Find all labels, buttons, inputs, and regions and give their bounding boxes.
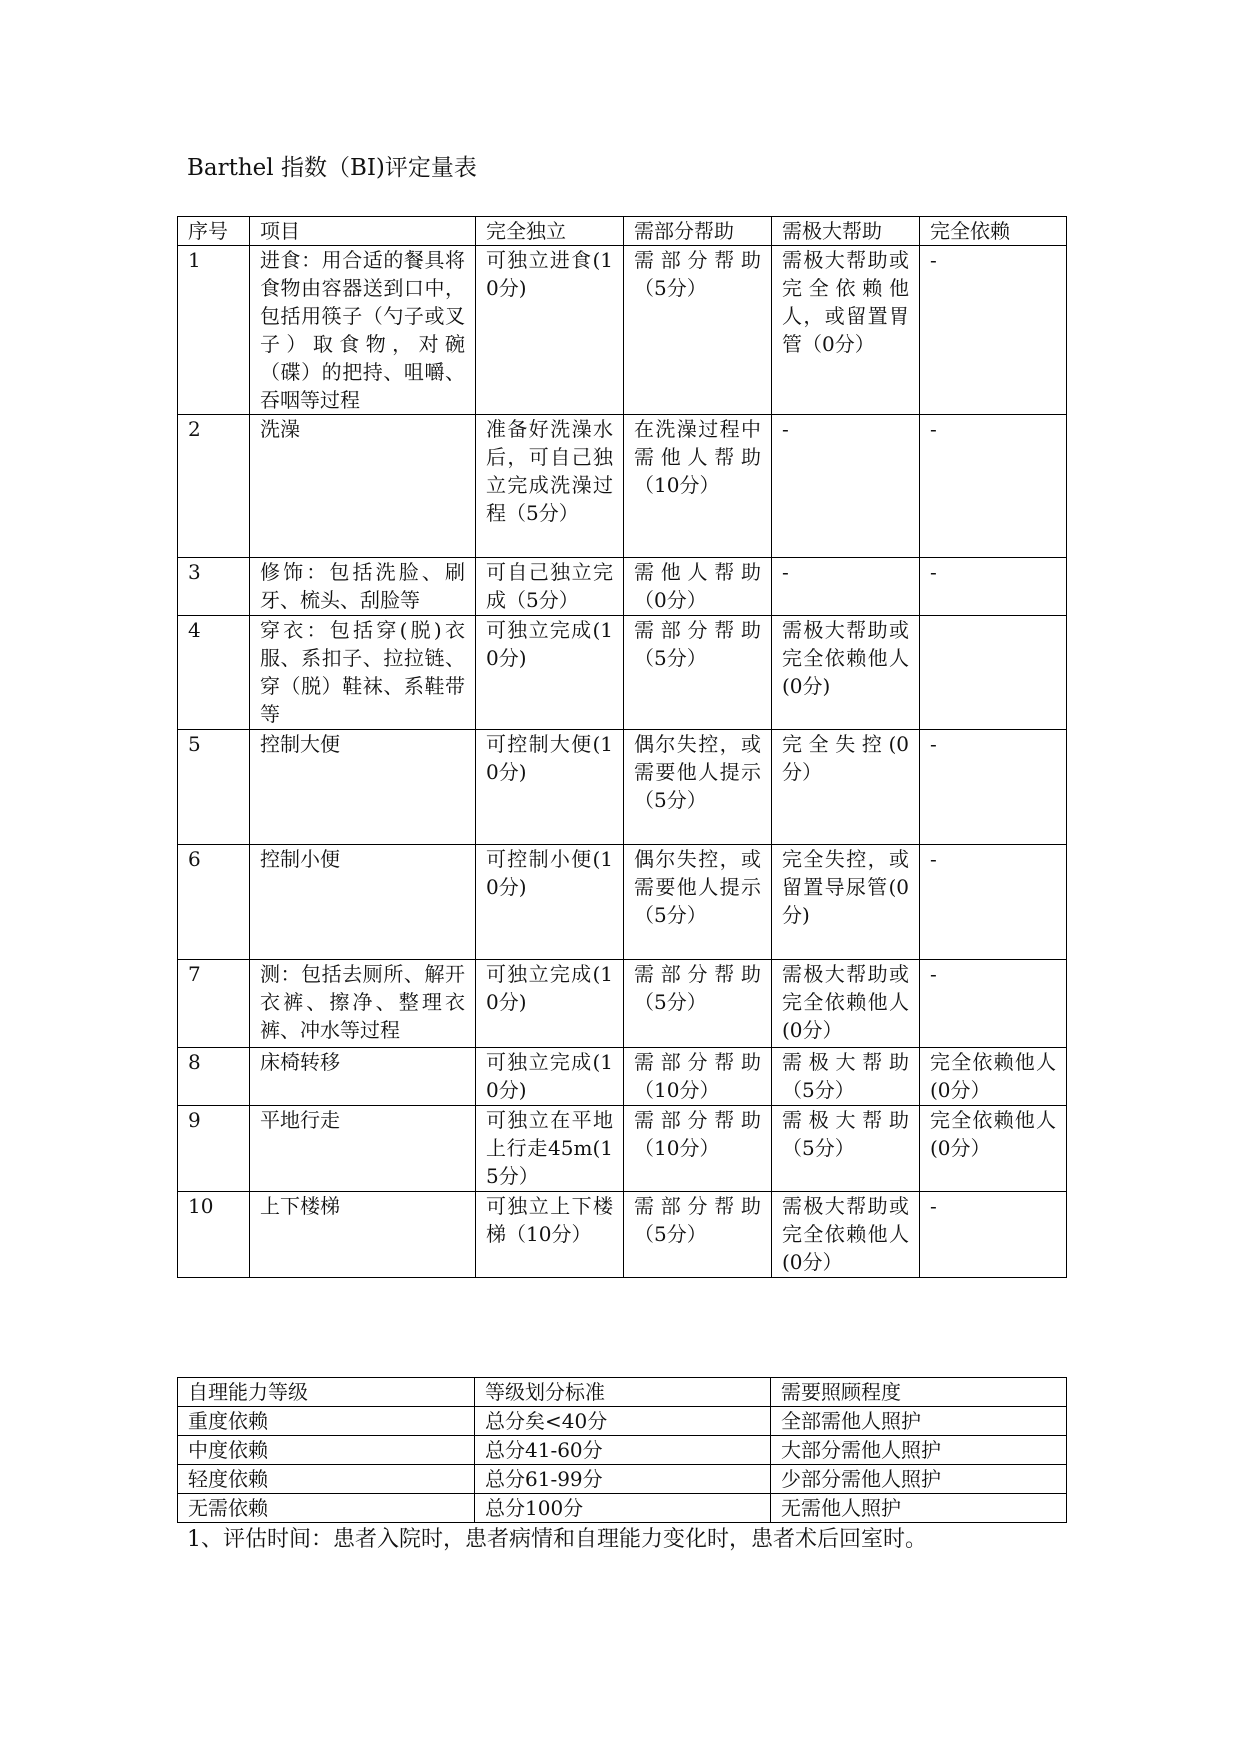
table-row bbox=[178, 1192, 1067, 1278]
table-row bbox=[178, 246, 1067, 415]
row-great-help: 需极大帮助（5分） bbox=[772, 1048, 920, 1106]
row-great-help: 需极大帮助或完全依赖他人(0分） bbox=[772, 960, 920, 1048]
row-great-help: 完全失控(0分） bbox=[772, 730, 920, 845]
row-independent: 可独立上下楼梯（10分） bbox=[476, 1192, 624, 1278]
row-no: 6 bbox=[178, 845, 250, 960]
row-item: 进食：用合适的餐具将食物由容器送到口中，包括用筷子（勺子或叉子）取食物，对碗（碟）的把持、咀嚼、吞咽等过程 bbox=[250, 246, 476, 415]
grade-level: 中度依赖 bbox=[178, 1436, 475, 1465]
assessment-time-note: 1、评估时间：患者入院时，患者病情和自理能力变化时，患者术后回室时。 bbox=[187, 1527, 927, 1552]
row-partial-help: 需他人帮助（0分） bbox=[624, 558, 772, 616]
row-dependent: - bbox=[920, 845, 1067, 960]
table-row bbox=[178, 1407, 1067, 1436]
row-item: 测：包括去厕所、解开衣裤、擦净、整理衣裤、冲水等过程 bbox=[250, 960, 476, 1048]
row-dependent: - bbox=[920, 415, 1067, 558]
header-care: 需要照顾程度 bbox=[771, 1378, 1067, 1407]
header-item: 项目 bbox=[250, 217, 476, 246]
grade-care: 大部分需他人照护 bbox=[771, 1436, 1067, 1465]
row-partial-help: 需部分帮助（5分） bbox=[624, 960, 772, 1048]
row-great-help: - bbox=[772, 558, 920, 616]
header-dependent: 完全依赖 bbox=[920, 217, 1067, 246]
table-row bbox=[178, 415, 1067, 558]
header-partial-help: 需部分帮助 bbox=[624, 217, 772, 246]
row-no: 7 bbox=[178, 960, 250, 1048]
header-level: 自理能力等级 bbox=[178, 1378, 475, 1407]
row-great-help: 需极大帮助或完全依赖他人(0分) bbox=[772, 616, 920, 730]
table-row bbox=[178, 730, 1067, 845]
header-criteria: 等级划分标准 bbox=[475, 1378, 771, 1407]
table-header-row bbox=[178, 217, 1067, 246]
grade-care: 少部分需他人照护 bbox=[771, 1465, 1067, 1494]
row-item: 控制大便 bbox=[250, 730, 476, 845]
grade-level: 重度依赖 bbox=[178, 1407, 475, 1436]
grade-criteria: 总分41-60分 bbox=[475, 1436, 771, 1465]
row-no: 2 bbox=[178, 415, 250, 558]
table-header-row bbox=[178, 1378, 1067, 1407]
table-row bbox=[178, 1465, 1067, 1494]
row-great-help: 需极大帮助或完全依赖他人(0分） bbox=[772, 1192, 920, 1278]
row-no: 9 bbox=[178, 1106, 250, 1192]
row-partial-help: 需部分帮助（5分） bbox=[624, 1192, 772, 1278]
row-item: 穿衣：包括穿(脱)衣服、系扣子、拉拉链、穿（脱）鞋袜、系鞋带等 bbox=[250, 616, 476, 730]
row-item: 床椅转移 bbox=[250, 1048, 476, 1106]
table-row bbox=[178, 616, 1067, 730]
row-no: 1 bbox=[178, 246, 250, 415]
row-no: 8 bbox=[178, 1048, 250, 1106]
row-item: 平地行走 bbox=[250, 1106, 476, 1192]
row-no: 10 bbox=[178, 1192, 250, 1278]
row-partial-help: 在洗澡过程中需他人帮助（10分） bbox=[624, 415, 772, 558]
grade-criteria: 总分100分 bbox=[475, 1494, 771, 1523]
row-independent: 可自己独立完成（5分） bbox=[476, 558, 624, 616]
row-item: 洗澡 bbox=[250, 415, 476, 558]
row-no: 4 bbox=[178, 616, 250, 730]
grade-criteria: 总分矣<40分 bbox=[475, 1407, 771, 1436]
row-no: 3 bbox=[178, 558, 250, 616]
grade-level: 轻度依赖 bbox=[178, 1465, 475, 1494]
grade-level: 无需依赖 bbox=[178, 1494, 475, 1523]
barthel-index-table bbox=[177, 216, 1067, 1278]
row-partial-help: 偶尔失控，或需要他人提示（5分） bbox=[624, 845, 772, 960]
header-no: 序号 bbox=[178, 217, 250, 246]
row-partial-help: 需部分帮助（5分） bbox=[624, 616, 772, 730]
row-partial-help: 需部分帮助（10分） bbox=[624, 1048, 772, 1106]
row-independent: 准备好洗澡水后，可自己独立完成洗澡过程（5分） bbox=[476, 415, 624, 558]
row-no: 5 bbox=[178, 730, 250, 845]
row-partial-help: 需部分帮助（5分） bbox=[624, 246, 772, 415]
row-independent: 可独立在平地上行走45m(15分） bbox=[476, 1106, 624, 1192]
table-row bbox=[178, 1106, 1067, 1192]
row-independent: 可控制大便(10分) bbox=[476, 730, 624, 845]
row-dependent: - bbox=[920, 730, 1067, 845]
row-independent: 可独立完成(10分) bbox=[476, 1048, 624, 1106]
grade-care: 全部需他人照护 bbox=[771, 1407, 1067, 1436]
row-dependent: 完全依赖他人(0分） bbox=[920, 1048, 1067, 1106]
row-independent: 可独立完成(10分) bbox=[476, 616, 624, 730]
grade-care: 无需他人照护 bbox=[771, 1494, 1067, 1523]
table-row bbox=[178, 558, 1067, 616]
row-dependent: - bbox=[920, 1192, 1067, 1278]
row-independent: 可控制小便(10分) bbox=[476, 845, 624, 960]
header-independent: 完全独立 bbox=[476, 217, 624, 246]
row-item: 修饰：包括洗脸、刷牙、梳头、刮脸等 bbox=[250, 558, 476, 616]
row-item: 控制小便 bbox=[250, 845, 476, 960]
header-great-help: 需极大帮助 bbox=[772, 217, 920, 246]
row-dependent: - bbox=[920, 960, 1067, 1048]
table-row bbox=[178, 1048, 1067, 1106]
row-independent: 可独立完成(10分) bbox=[476, 960, 624, 1048]
row-dependent: - bbox=[920, 246, 1067, 415]
row-partial-help: 需部分帮助（10分） bbox=[624, 1106, 772, 1192]
table-row bbox=[178, 845, 1067, 960]
row-dependent: - bbox=[920, 558, 1067, 616]
row-item: 上下楼梯 bbox=[250, 1192, 476, 1278]
self-care-grade-table bbox=[177, 1377, 1067, 1523]
row-great-help: - bbox=[772, 415, 920, 558]
row-dependent bbox=[920, 616, 1067, 730]
row-great-help: 完全失控，或留置导尿管(0分) bbox=[772, 845, 920, 960]
row-great-help: 需极大帮助（5分） bbox=[772, 1106, 920, 1192]
table-row bbox=[178, 960, 1067, 1048]
row-dependent: 完全依赖他人(0分） bbox=[920, 1106, 1067, 1192]
table-row bbox=[178, 1494, 1067, 1523]
row-partial-help: 偶尔失控，或需要他人提示（5分） bbox=[624, 730, 772, 845]
row-great-help: 需极大帮助或完全依赖他人，或留置胃管（0分） bbox=[772, 246, 920, 415]
row-independent: 可独立进食(10分) bbox=[476, 246, 624, 415]
document-title: Barthel 指数（BI)评定量表 bbox=[187, 155, 477, 181]
grade-criteria: 总分61-99分 bbox=[475, 1465, 771, 1494]
table-row bbox=[178, 1436, 1067, 1465]
